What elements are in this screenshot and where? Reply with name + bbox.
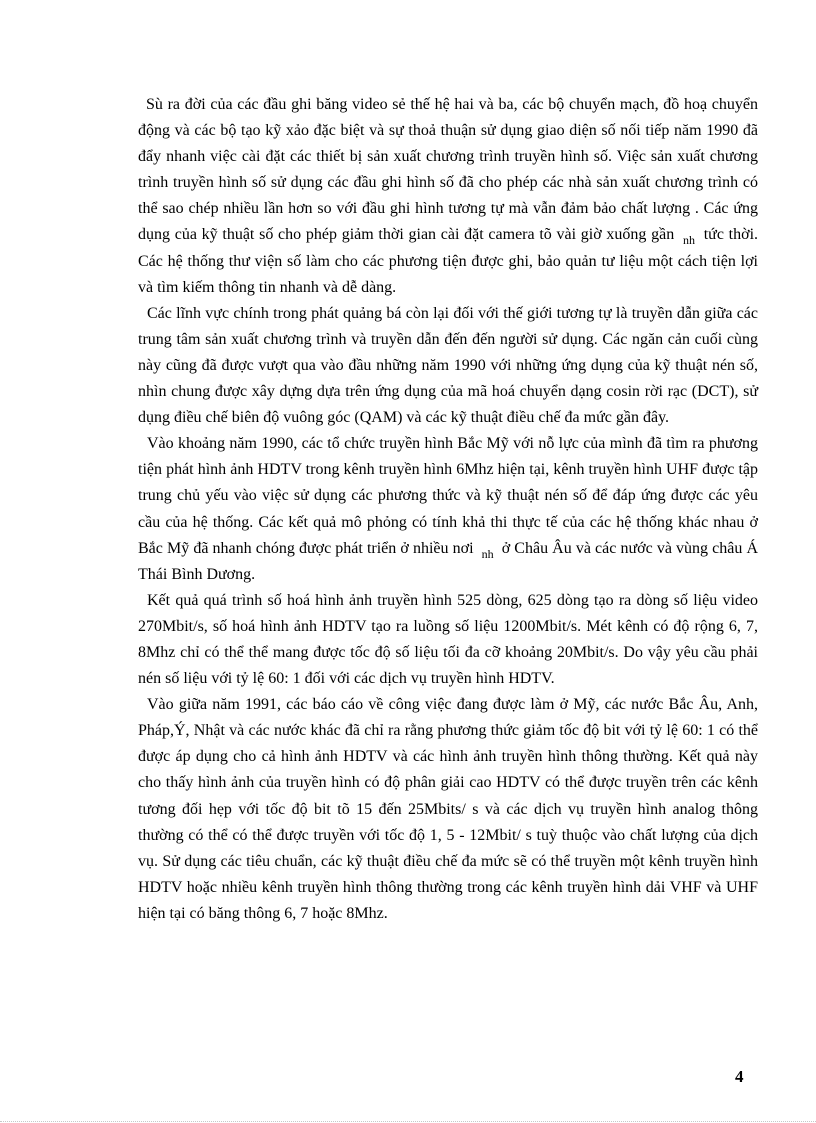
paragraph-text: Vào giữa năm 1991, các báo cáo về công việc đang được làm ở Mỹ, các nước Bắc Âu, Anh, Pháp,Ý, Nhật và các nước khác đã chỉ ra rằng phương thức giảm tốc độ bit với tỷ lệ 60: 1 có thể được áp dụng cho cả hình ảnh HDTV và các hình ảnh truyền hình thông thường. Kết quả này cho thấy hình ảnh của truyền hình có độ phân giải cao HDTV có thể được truyền trên các kênh tương đối hẹp với tốc độ bit tõ 15 đến 25Mbits/ s và các dịch vụ truyền hình analog thông thường có thể có thể được truyền với tốc độ 1, 5 - 12Mbit/ s tuỳ thuộc vào chất lượng của dịch vụ. Sử dụng các tiêu chuẩn, các kỹ thuật điều chế đa mức sẽ có thể truyền một kênh truyền hình HDTV hoặc nhiều kênh truyền hình thông thường trong các kênh truyền hình dải VHF và UHF hiện tại có băng thông 6, 7 hoặc 8Mhz. <box>138 696 758 922</box>
paragraph-text: Các lĩnh vực chính trong phát quảng bá còn lại đối với thế giới tương tự là truyền dẫn giữa các trung tâm sản xuất chương trình và truyền dẫn đến đến người sử dụng. Các ngăn cản cuối cùng này cũng đã được vượt qua vào đầu những năm 1990 với những ứng dụng của kỹ thuật nén số, nhìn chung được xây dựng dựa trên ứng dụng của mã hoá chuyển dạng cosin rời rạc (DCT), sử dụng điều chế biên độ vuông góc (QAM) và các kỹ thuật điều chế đa mức gần đây. <box>138 304 758 427</box>
paragraph-text: Sù ra đời của các đầu ghi băng video sẻ thế hệ hai và ba, các bộ chuyển mạch, đồ hoạ chuyển động và các bộ tạo kỹ xảo đặc biệt và sự thoả thuận sử dụng giao diện số nối tiếp năm 1990 đã đẩy nhanh việc cài đặt các thiết bị sản xuất chương trình truyền hình số. Việc sản xuất chương trình truyền hình số sử dụng các đầu ghi hình số đã cho phép các nhà sản xuất chương trình có thể sao chép nhiều lần hơn so với đầu ghi hình tương tự mà vẫn đảm bảo chất lượng . Các ứng dụng của kỹ thuật số cho phép giảm thời gian cài đặt camera tõ vài giờ xuống gần <box>138 96 758 244</box>
paragraph-text: tức thời. Các hệ thống thư viện số làm cho các phương tiện được ghi, bảo quản tư liệu một cách tiện lợi và tìm kiếm thông tin nhanh và dễ dàng. <box>138 226 759 296</box>
paragraph-3 <box>138 431 758 588</box>
paragraph-text: Vào khoảng năm 1990, các tổ chức truyền hình Bắc Mỹ với nỗ lực của mình đã tìm ra phương tiện phát hình ảnh HDTV trong kênh truyền hình 6Mhz hiện tại, kênh truyền hình UHF được tập trung chủ yếu vào việc sử dụng các phương thức và kỹ thuật nén số để đáp ứng được các yêu cầu của hệ thống. Các kết quả mô phỏng có tính khả thi thực tế của các hệ thống khác nhau ở Bắc Mỹ đã nhanh chóng được phát triển ở nhiều nơi <box>138 435 758 557</box>
paragraph-4 <box>138 588 758 692</box>
body-text <box>138 92 758 927</box>
subscript-text: nh <box>481 546 494 561</box>
paragraph-5 <box>138 692 758 927</box>
page-number: 4 <box>735 1067 744 1086</box>
page-bottom-divider <box>0 1121 816 1122</box>
paragraph-1 <box>138 92 758 301</box>
paragraph-2 <box>138 301 758 431</box>
subscript-text: nh <box>682 233 695 248</box>
paragraph-text: ở Châu Âu và các nước và vùng châu Á Thái Bình Dương. <box>138 539 759 583</box>
paragraph-text: Kết quả quá trình số hoá hình ảnh truyền hình 525 dòng, 625 dòng tạo ra dòng số liệu video 270Mbit/s, số hoá hình ảnh HDTV tạo ra luồng số liệu 1200Mbit/s. Mét kênh có độ rộng 6, 7, 8Mhz chỉ có thể thể mang được tốc độ số liệu tối đa cỡ khoảng 20Mbit/s. Do vậy yêu cầu phải nén số liệu với tỷ lệ 60: 1 đối với các dịch vụ truyền hình HDTV. <box>138 591 758 688</box>
